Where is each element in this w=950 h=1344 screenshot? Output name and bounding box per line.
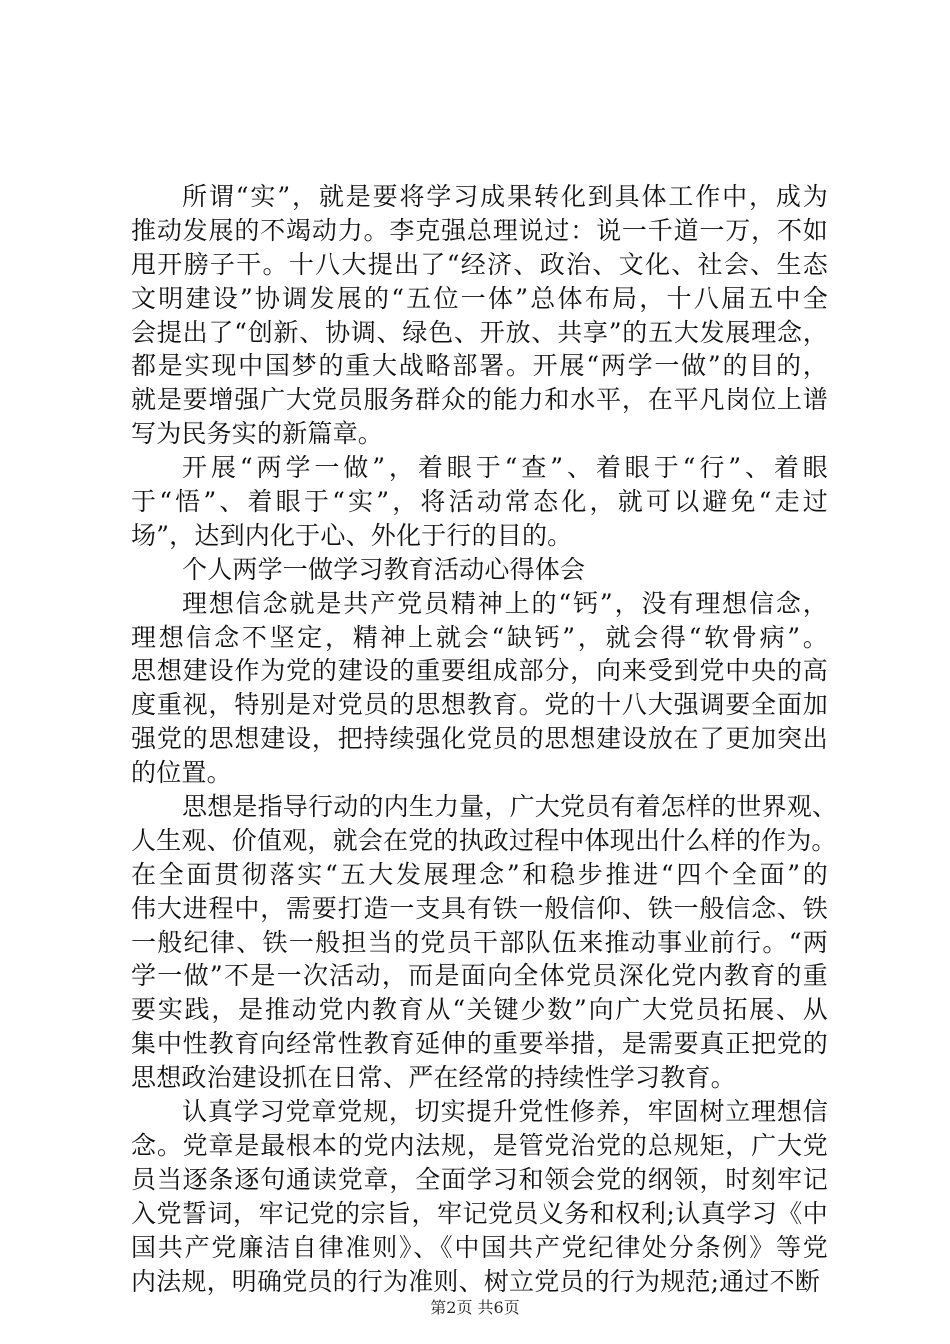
text-line: 学一做”不是一次活动，而是面向全体党员深化党内教育的重	[131, 961, 828, 991]
text-line: 一般纪律、铁一般担当的党员干部队伍来推动事业前行。“两	[131, 927, 828, 957]
text-line: 内法规，明确党员的行为准则、树立党员的行为规范;通过不断	[131, 1266, 821, 1296]
text-line: 场”，达到内化于心、外化于行的目的。	[131, 520, 573, 550]
text-line: 国共产党廉洁自律准则》、《中国共产党纪律处分条例》等党	[131, 1232, 828, 1262]
text-line: 入党誓词，牢记党的宗旨，牢记党员义务和权利;认真学习《中	[131, 1198, 828, 1228]
paragraph-first-line: 开展“两学一做”，着眼于“查”、着眼于“行”、着眼	[182, 453, 828, 483]
text-line: 理想信念不坚定，精神上就会“缺钙”，就会得“软骨病”。	[131, 622, 828, 652]
text-line: 于“悟”、着眼于“实”，将活动常态化，就可以避免“走过	[131, 487, 828, 517]
text-line: 在全面贯彻落实“五大发展理念”和稳步推进“四个全面”的	[131, 859, 828, 889]
text-line: 伟大进程中，需要打造一支具有铁一般信仰、铁一般信念、铁	[131, 893, 828, 923]
text-line: 会提出了“创新、协调、绿色、开放、共享”的五大发展理念，	[131, 317, 828, 347]
text-line: 员当逐条逐句通读党章，全面学习和领会党的纲领，时刻牢记	[131, 1164, 828, 1194]
text-line: 写为民务实的新篇章。	[131, 419, 384, 449]
text-line: 要实践，是推动党内教育从“关键少数”向广大党员拓展、从	[131, 995, 828, 1025]
text-line: 度重视，特别是对党员的思想教育。党的十八大强调要全面加	[131, 690, 828, 720]
text-line: 集中性教育向经常性教育延伸的重要举措，是需要真正把党的	[131, 1029, 828, 1059]
text-line: 甩开膀子干。十八大提出了“经济、政治、文化、社会、生态	[131, 249, 828, 279]
text-line: 思想政治建设抓在日常、严在经常的持续性学习教育。	[131, 1063, 736, 1093]
text-line: 念。党章是最根本的党内法规，是管党治党的总规矩，广大党	[131, 1130, 828, 1160]
text-line: 文明建设”协调发展的“五位一体”总体布局，十八届五中全	[131, 283, 828, 313]
paragraph-first-line: 所谓“实”，就是要将学习成果转化到具体工作中，成为	[182, 182, 828, 211]
text-line: 推动发展的不竭动力。李克强总理说过：说一千道一万，不如	[131, 215, 828, 245]
paragraph-first-line: 理想信念就是共产党员精神上的“钙”，没有理想信念，	[182, 588, 828, 618]
text-line: 都是实现中国梦的重大战略部署。开展“两学一做”的目的，	[131, 351, 828, 381]
document-body	[131, 180, 838, 1298]
paragraph-first-line: 思想是指导行动的内生力量，广大党员有着怎样的世界观、	[182, 792, 838, 822]
page-number-footer: 第2页 共6页	[430, 1298, 520, 1317]
text-line: 思想建设作为党的建设的重要组成部分，向来受到党中央的高	[131, 656, 828, 686]
text-line: 人生观、价值观，就会在党的执政过程中体现出什么样的作为。	[131, 825, 837, 855]
paragraph-first-line: 认真学习党章党规，切实提升党性修养，牢固树立理想信	[182, 1097, 828, 1127]
text-line: 强党的思想建设，把持续强化党员的思想建设放在了更加突出	[131, 724, 828, 754]
paragraph-first-line: 个人两学一做学习教育活动心得体会	[182, 554, 586, 584]
text-line: 就是要增强广大党员服务群众的能力和水平，在平凡岗位上谱	[131, 385, 828, 415]
text-line: 的位置。	[131, 758, 232, 788]
